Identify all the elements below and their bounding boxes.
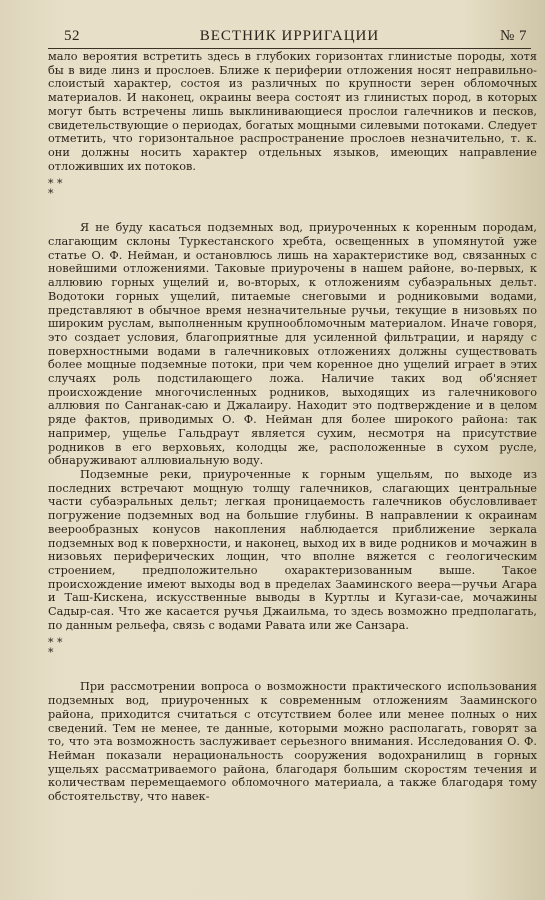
separator-star-bottom: * xyxy=(48,646,54,660)
paragraph-4: При рассмотрении вопроса о возможности практического использования подземных вод, приуроченных к современным отложениям Зааминского района, приходится считаться с отсутствием более или менее полных о них сведений. Тем не менее, те данные, которыми можно располагать, говорят за то, что эта возможность заслуживает серьезного внимания. Исследования О. Ф. Нейман показали нерациональность сооружения водохранилищ в горных ущельях рассматриваемого района, благодаря большим скоростям течения и количествам перемещаемого обломочного материала, а также благодаря тому обстоятельству, что навек- xyxy=(48,680,537,804)
paragraph-1: мало вероятия встретить здесь в глубоких горизонтах глинистые породы, хотя бы в виде линз и прослоев. Ближе к периферии отложения носят неправильно-слоистый характер, состоя из различных по крупности зерен обломочных материалов. И наконец, окраины веера состоят из глинистых пород, в которых могут быть встречены лишь выклинивающиеся прослои галечников и песков, свидетельствующие о периодах, богатых мощными силевыми потоками. Следует отметить, что горизонтальное распространение прослоев незначительно, т. к. они должны носить характер отдельных языков, имеющих направление отложивших их потоков. xyxy=(48,50,537,173)
article-body xyxy=(48,50,537,804)
running-header xyxy=(48,28,531,48)
journal-title: ВЕСТНИК ИРРИГАЦИИ xyxy=(199,28,380,44)
paragraph-2: Я не буду касаться подземных вод, приуроченных к коренным породам, слагающим склоны Туркестанского хребта, освещенных в упомянутой уже статье О. Ф. Нейман, и остановлюсь лишь на характеристике вод, связанных с новейшими отложениями. Таковые приурочены в нашем районе, во-первых, к аллювию горных ущелий и, во-вторых, к отложениям субаэральных дельт. Водотоки горных ущелий, питаемые снеговыми и родниковыми водами, представляют в обычное время незначительные ручьи, текущие в низовьях по широким руслам, выполненным крупнообломочным материалом. Иначе говоря, это создает условия, благоприятные для усиленной фильтрации, и наряду с поверхностными водами в галечниковых отложениях должны существовать более мощные подземные потоки, при чем коренное дно ущелий играет в этих случаях роль подстилающего ложа. Наличие таких вод об'ясняет происхождение многочисленных родников, выходящих из галечникового аллювия по Санганак-саю и Джалаиру. Находит это подтверждение и в целом ряде фактов, приводимых О. Ф. Нейман для более широкого района: так например, ущелье Гальдраут является сухим, несмотря на присутствие родников в его верховьях, колодцы же, расположенные в сухом русле, обнаруживают аллювиальную воду. xyxy=(48,221,537,468)
separator-star-bottom: * xyxy=(48,187,54,201)
issue-number: № 7 xyxy=(499,28,527,44)
section-separator-2 xyxy=(48,638,537,658)
section-separator-1 xyxy=(48,179,537,199)
header-rule xyxy=(48,48,531,49)
separator-stars-top: * * xyxy=(48,177,63,191)
paragraph-3: Подземные реки, приуроченные к горным ущельям, по выходе из последних встречают мощную толщу галечников, слагающих центральные части субаэральных дельт; легкая проницаемость галечников обусловливает погружение подземных вод на большие глубины. В направлении к окраинам веерообразных конусов накопления наблюдается приближение зеркала подземных вод к поверхности, и наконец, выход их в виде родников и мочажин в низовьях периферических лощин, что вполне вяжется с геологическим строением, предположительно охарактеризованным выше. Такое происхождение имеют выходы вод в пределах Зааминского веера—ручьи Агара и Таш-Кискена, искусственные выводы в Куртлы и Кугази-сае, мочажины Садыр-сая. Что же касается ручья Джаильма, то здесь возможно предполагать, по данным рельефа, связь с водами Равата или же Санзара. xyxy=(48,467,537,632)
page-number: 52 xyxy=(64,28,80,44)
separator-stars-top: * * xyxy=(48,636,63,650)
